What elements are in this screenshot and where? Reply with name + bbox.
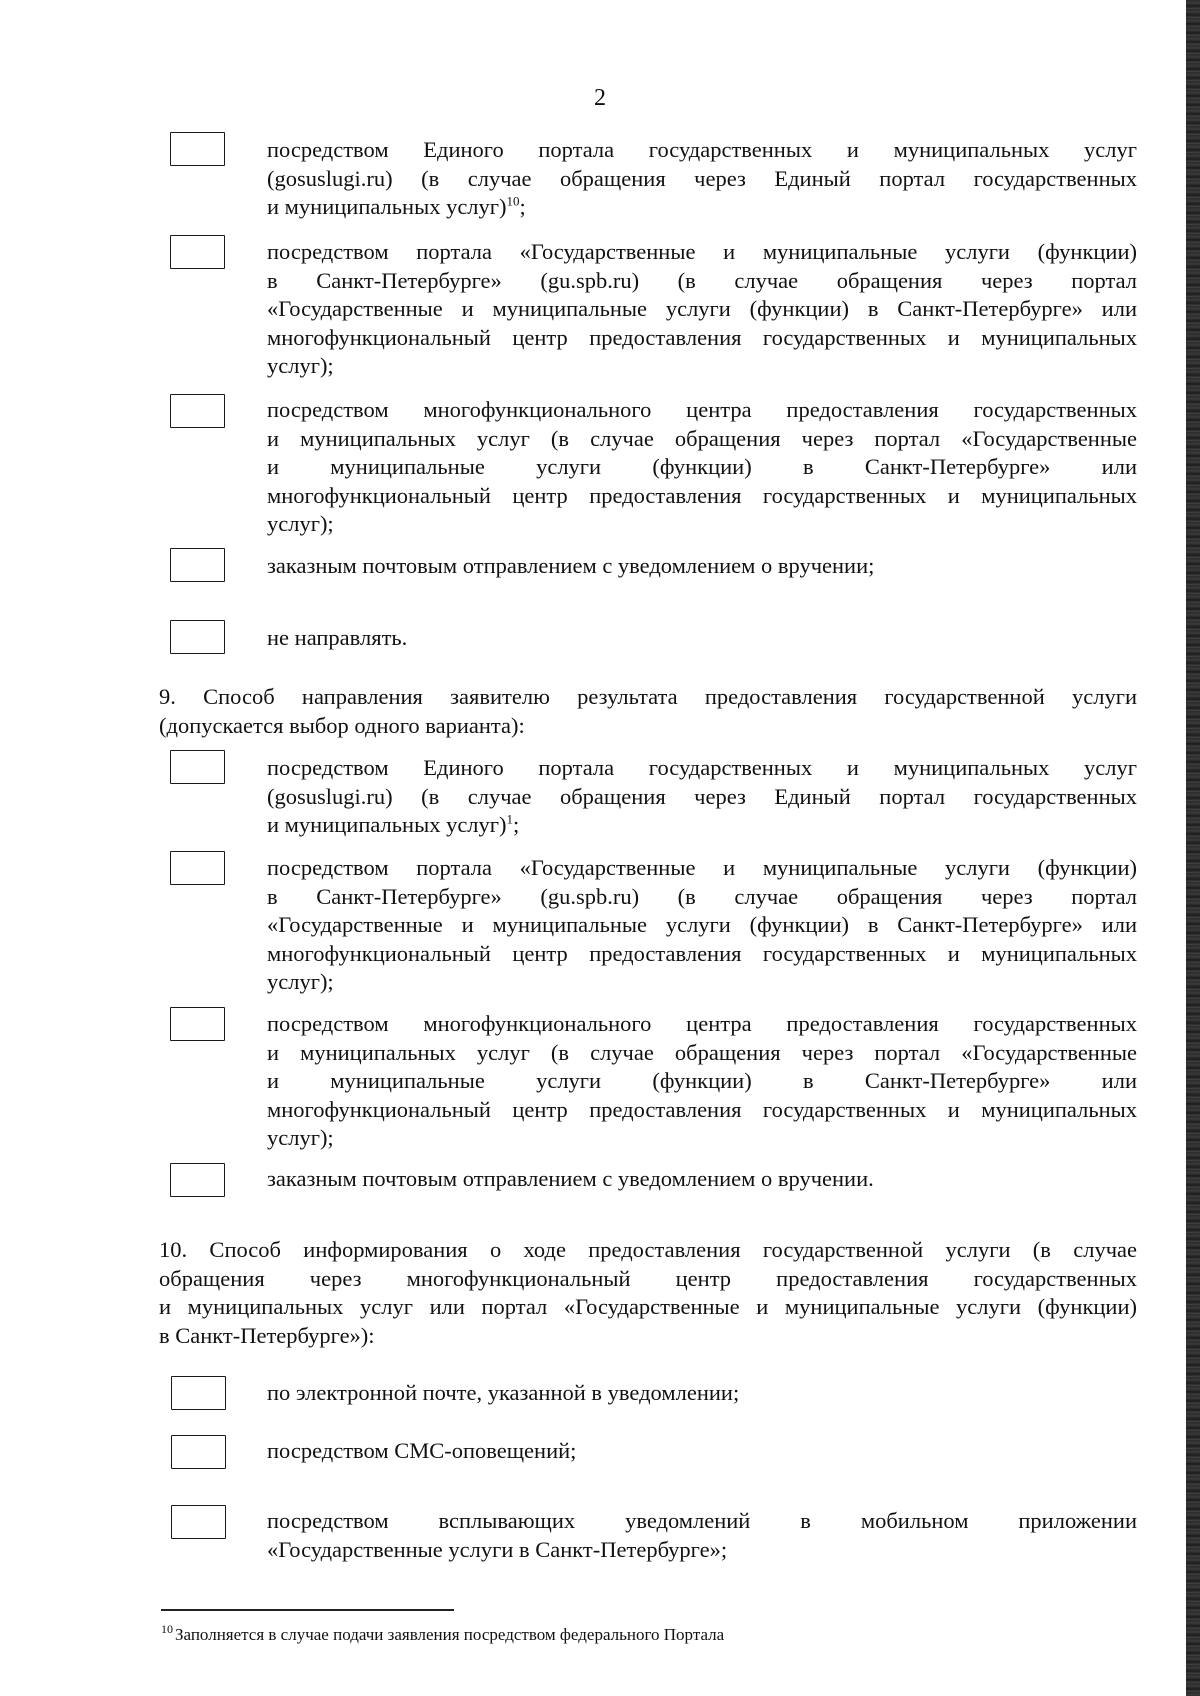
- footnote-divider: [161, 1609, 454, 1611]
- option-s10-sms: посредством СМС-оповещений;: [267, 1438, 577, 1463]
- section-9-heading: 9. Способ направления заявителю результата предоставления государственной услуги (допускается выбор одного варианта):: [159, 684, 1137, 738]
- option-s10-email: по электронной почте, указанной в уведомлении;: [267, 1380, 740, 1405]
- option-s9-post: заказным почтовым отправлением с уведомлением о вручении.: [267, 1166, 874, 1191]
- checkbox-s9-post[interactable]: [170, 1163, 225, 1197]
- checkbox-s8-mfc[interactable]: [170, 394, 225, 428]
- option-s8-post: заказным почтовым отправлением с уведомлением о вручении;: [267, 553, 875, 578]
- checkbox-s9-gosuslugi[interactable]: [170, 750, 225, 784]
- checkbox-s8-gu-spb[interactable]: [170, 235, 225, 269]
- checkbox-s10-sms[interactable]: [171, 1435, 226, 1469]
- option-s8-mfc: посредством многофункционального центра предоставления государственных и муниципальных услуг (в случае обращения через портал «Государственные и муниципальные услуги (функции) в Санкт-Петербурге» или многофункциональный центр предоставления государственных и муниципальных услуг);: [267, 397, 1137, 536]
- footnote-number: 10: [161, 1622, 173, 1637]
- scan-edge-shadow: [1186, 0, 1200, 1696]
- page-number: 2: [594, 85, 606, 111]
- option-s8-none: не направлять.: [267, 625, 408, 650]
- footnote-text: Заполняется в случае подачи заявления посредством федерального Портала: [175, 1625, 725, 1644]
- footnote-ref: 10: [506, 193, 520, 209]
- option-s9-mfc: посредством многофункционального центра предоставления государственных и муниципальных услуг (в случае обращения через портал «Государственные и муниципальные услуги (функции) в Санкт-Петербурге» или многофункциональный центр предоставления государственных и муниципальных услуг);: [267, 1011, 1137, 1150]
- checkbox-s10-email[interactable]: [171, 1376, 226, 1410]
- option-s9-gu-spb: посредством портала «Государственные и муниципальные услуги (функции) в Санкт-Петербурге» (gu.spb.ru) (в случае обращения через портал «Государственные и муниципальные услуги (функции) в Санкт-Петербурге» или многофункциональный центр предоставления государственных и муниципальных услуг);: [267, 855, 1137, 994]
- checkbox-s10-push[interactable]: [171, 1505, 226, 1539]
- option-s9-gosuslugi: посредством Единого портала государственных и муниципальных услуг (gosuslugi.ru) (в случае обращения через Единый портал государственных и муниципальных услуг)$^1$;: [267, 755, 1137, 837]
- option-s10-push: посредством всплывающих уведомлений в мобильном приложении «Государственные услуги в Санкт-Петербурге»;: [267, 1508, 1137, 1562]
- footnote: [161, 1624, 1061, 1646]
- checkbox-s9-mfc[interactable]: [170, 1007, 225, 1041]
- checkbox-s8-post[interactable]: [170, 548, 225, 582]
- footnote-ref: 1: [506, 811, 514, 827]
- checkbox-s9-gu-spb[interactable]: [170, 851, 225, 885]
- option-s8-gu-spb: посредством портала «Государственные и муниципальные услуги (функции) в Санкт-Петербурге» (gu.spb.ru) (в случае обращения через портал «Государственные и муниципальные услуги (функции) в Санкт-Петербурге» или многофункциональный центр предоставления государственных и муниципальных услуг);: [267, 239, 1137, 378]
- checkbox-s8-gosuslugi[interactable]: [170, 132, 225, 166]
- checkbox-s8-none[interactable]: [170, 620, 225, 654]
- section-10-heading: 10. Способ информирования о ходе предоставления государственной услуги (в случае обращения через многофункциональный центр предоставления государственных и муниципальных услуг или портал «Государственные и муниципальные услуги (функции) в Санкт-Петербурге»):: [159, 1237, 1137, 1348]
- option-s8-gosuslugi: посредством Единого портала государственных и муниципальных услуг (gosuslugi.ru) (в случае обращения через Единый портал государственных и муниципальных услуг)$^{10}$;: [267, 137, 1137, 219]
